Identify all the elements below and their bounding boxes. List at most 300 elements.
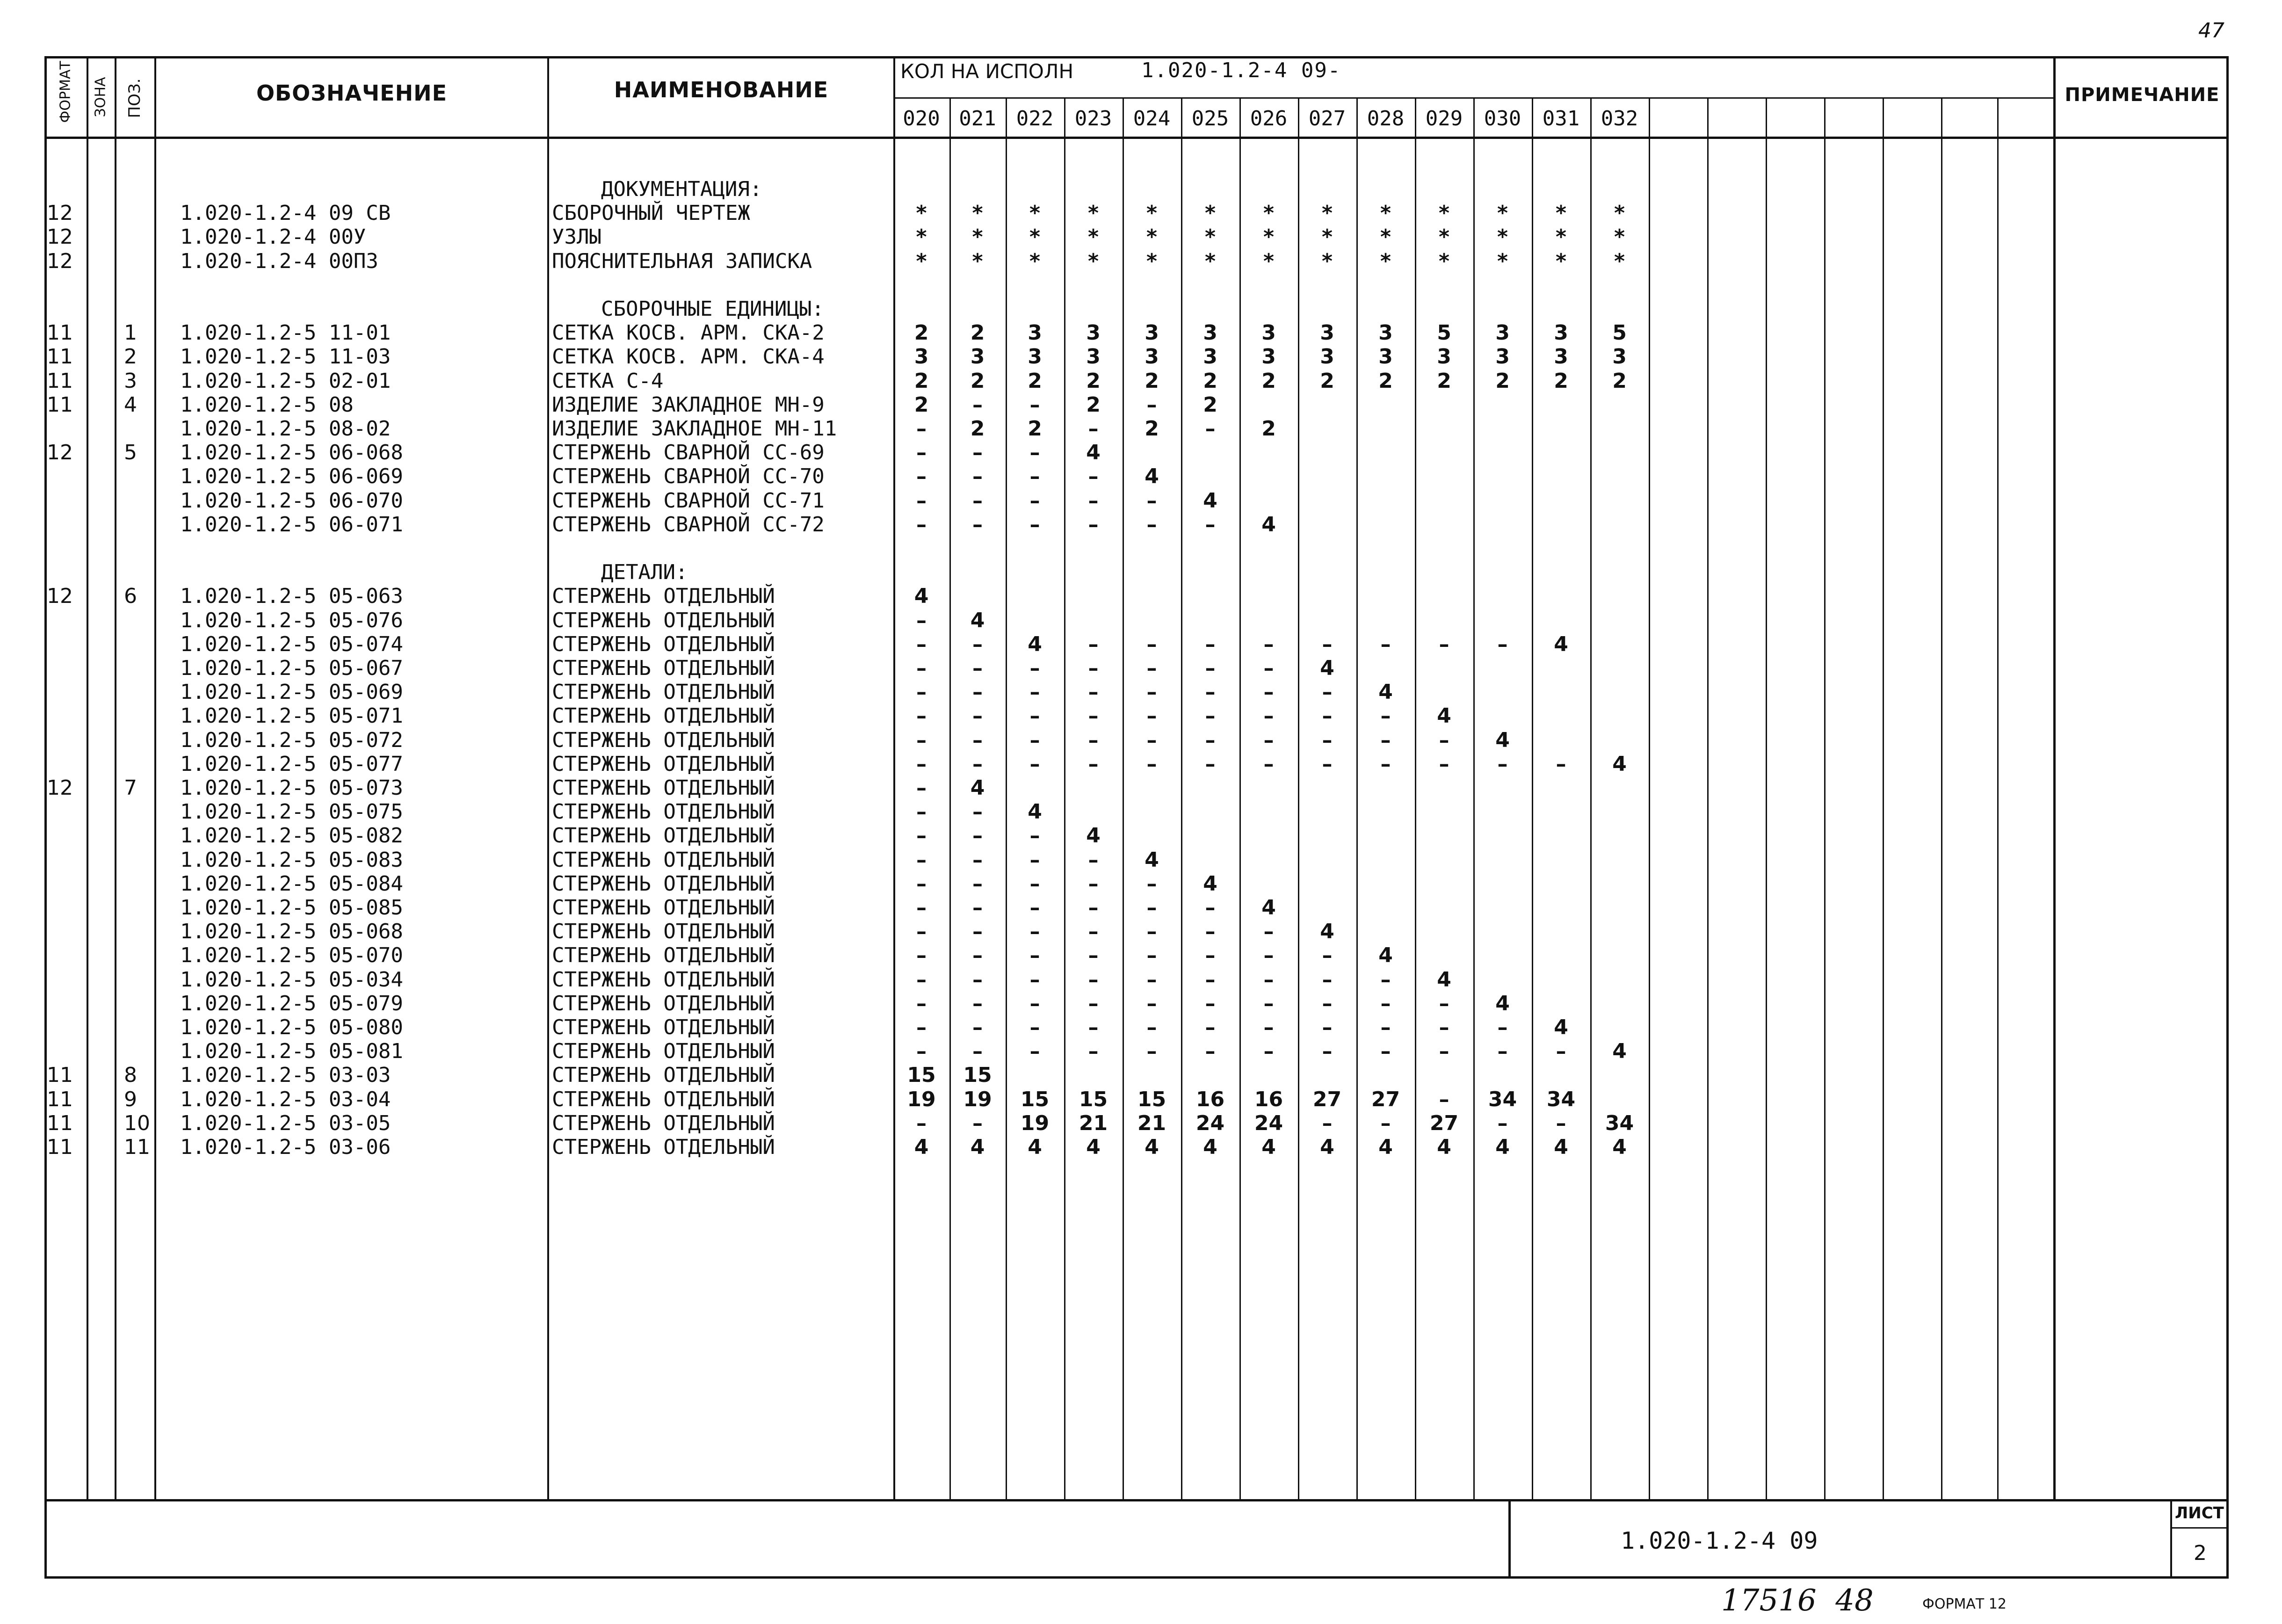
variant-col-line	[1532, 97, 1533, 1499]
pos-cell: 10	[124, 1111, 150, 1135]
qty-cell-022: *	[1029, 249, 1040, 273]
qty-cell-024: –	[1146, 920, 1157, 944]
qty-cell-031: *	[1555, 201, 1566, 225]
qty-cell-026: *	[1263, 201, 1274, 225]
qty-cell-032: 3	[1612, 345, 1627, 369]
format-cell: 11	[47, 392, 73, 417]
qty-cell-020: –	[916, 704, 927, 728]
name-cell: СТЕРЖЕНЬ ОТДЕЛЬНЫЙ	[552, 704, 775, 728]
qty-cell-022: –	[1029, 943, 1040, 968]
qty-cell-030: –	[1497, 752, 1508, 776]
variant-header-021: 021	[959, 107, 996, 130]
qty-cell-025: 4	[1203, 1135, 1217, 1159]
qty-cell-022: 3	[1028, 321, 1042, 345]
pos-cell: 9	[124, 1087, 137, 1111]
qty-cell-021: –	[972, 824, 983, 848]
qty-cell-024: –	[1146, 871, 1157, 896]
variant-col-line	[1006, 97, 1007, 1499]
format-cell: 12	[47, 776, 73, 800]
qty-cell-022: 15	[1020, 1087, 1050, 1111]
qty-cell-021: –	[972, 920, 983, 944]
qty-cell-029: 4	[1437, 967, 1451, 992]
qty-cell-026: 4	[1261, 512, 1276, 536]
qty-cell-027: 4	[1320, 656, 1334, 680]
qty-cell-025: –	[1205, 632, 1216, 656]
qty-cell-023: –	[1088, 752, 1099, 776]
qty-cell-023: –	[1088, 896, 1099, 920]
qty-cell-023: –	[1088, 943, 1099, 968]
qty-cell-030: 4	[1495, 991, 1510, 1015]
qty-cell-020: –	[916, 656, 927, 680]
variant-col-line	[1064, 97, 1065, 1499]
qty-cell-026: –	[1263, 967, 1274, 992]
qty-cell-020: 15	[907, 1063, 936, 1088]
name-cell: СТЕРЖЕНЬ ОТДЕЛЬНЫЙ	[552, 632, 775, 656]
header-zone: ЗОНА	[92, 77, 109, 117]
qty-cell-024: *	[1146, 249, 1157, 273]
qty-cell-020: –	[916, 1039, 927, 1064]
qty-cell-021: *	[972, 249, 983, 273]
qty-cell-021: –	[972, 704, 983, 728]
format-cell: 11	[47, 1063, 73, 1088]
name-cell: СТЕРЖЕНЬ ОТДЕЛЬНЫЙ	[552, 1039, 775, 1064]
qty-cell-020: –	[916, 896, 927, 920]
qty-cell-024: 4	[1145, 1135, 1159, 1159]
variant-col-line	[1766, 97, 1767, 1499]
qty-cell-021: –	[972, 967, 983, 992]
name-cell: СТЕРЖЕНЬ ОТДЕЛЬНЫЙ	[552, 776, 775, 800]
designation-cell: 1.020-1.2-5 05-077	[180, 752, 403, 776]
qty-cell-021: 2	[970, 321, 985, 345]
qty-cell-031: –	[1556, 1039, 1566, 1064]
qty-cell-024: *	[1146, 201, 1157, 225]
qty-cell-024: –	[1146, 967, 1157, 992]
qty-cell-021: 4	[970, 608, 985, 632]
name-cell: СТЕРЖЕНЬ ОТДЕЛЬНЫЙ	[552, 800, 775, 824]
variant-col-line	[1649, 97, 1650, 1499]
name-cell: ДЕТАЛИ:	[601, 560, 688, 585]
qty-cell-021: –	[972, 800, 983, 824]
qty-cell-022: –	[1029, 512, 1040, 536]
qty-cell-024: –	[1146, 728, 1157, 752]
format-cell: 11	[47, 369, 73, 393]
variant-header-031: 031	[1542, 107, 1580, 130]
designation-cell: 1.020-1.2-5 05-076	[180, 608, 403, 632]
qty-cell-021: –	[972, 488, 983, 513]
name-cell: СТЕРЖЕНЬ СВАРНОЙ СС-71	[552, 488, 825, 513]
qty-cell-031: 2	[1554, 369, 1568, 393]
name-cell: СТЕРЖЕНЬ ОТДЕЛЬНЫЙ	[552, 824, 775, 848]
qty-cell-021: 19	[963, 1087, 992, 1111]
designation-cell: 1.020-1.2-5 08	[180, 392, 354, 417]
designation-cell: 1.020-1.2-5 06-069	[180, 464, 403, 489]
name-cell: СБОРОЧНЫЙ ЧЕРТЕЖ	[552, 201, 750, 225]
name-cell: СТЕРЖЕНЬ ОТДЕЛЬНЫЙ	[552, 1111, 775, 1135]
format-cell: 12	[47, 441, 73, 465]
variant-header-023: 023	[1074, 107, 1112, 130]
designation-cell: 1.020-1.2-5 05-084	[180, 871, 403, 896]
vline-zone	[115, 56, 116, 1501]
variant-col-line	[1824, 97, 1826, 1499]
variant-header-025: 025	[1191, 107, 1229, 130]
header-name: НАИМЕНОВАНИЕ	[614, 77, 829, 102]
qty-cell-026: –	[1263, 1039, 1274, 1064]
pos-cell: 2	[124, 345, 137, 369]
name-cell: СТЕРЖЕНЬ ОТДЕЛЬНЫЙ	[552, 871, 775, 896]
qty-cell-022: 19	[1020, 1111, 1050, 1135]
variant-col-line	[1941, 97, 1942, 1499]
doc-number: 1.020-1.2-4 09	[1621, 1527, 1818, 1554]
qty-cell-024: –	[1146, 632, 1157, 656]
name-cell: СТЕРЖЕНЬ ОТДЕЛЬНЫЙ	[552, 728, 775, 752]
qty-cell-020: –	[916, 920, 927, 944]
qty-cell-029: 27	[1429, 1111, 1459, 1135]
qty-cell-021: 4	[970, 776, 985, 800]
qty-cell-020: –	[916, 441, 927, 465]
qty-cell-020: *	[916, 249, 927, 273]
variant-header-020: 020	[903, 107, 940, 130]
variant-col-line	[1415, 97, 1416, 1499]
qty-cell-020: –	[916, 800, 927, 824]
qty-cell-022: 3	[1028, 345, 1042, 369]
qty-cell-032: *	[1614, 249, 1625, 273]
qty-cell-028: –	[1380, 704, 1391, 728]
qty-cell-029: 4	[1437, 1135, 1451, 1159]
qty-cell-022: 4	[1028, 800, 1042, 824]
format-cell: 11	[47, 1111, 73, 1135]
handwritten-number: 17516 48	[1721, 1583, 1874, 1618]
qty-cell-022: –	[1029, 1039, 1040, 1064]
qty-cell-023: 15	[1079, 1087, 1108, 1111]
qty-cell-020: *	[916, 225, 927, 249]
variant-col-line	[1707, 97, 1709, 1499]
designation-cell: 1.020-1.2-5 05-034	[180, 967, 403, 992]
qty-cell-020: 2	[914, 392, 929, 417]
qty-cell-021: –	[972, 1111, 983, 1135]
variant-col-line	[1181, 97, 1182, 1499]
header-format: ФОРМАТ	[57, 61, 74, 123]
name-cell: СТЕРЖЕНЬ СВАРНОЙ СС-72	[552, 512, 825, 536]
variant-header-026: 026	[1250, 107, 1288, 130]
qty-cell-022: –	[1029, 704, 1040, 728]
qty-cell-029: –	[1439, 1039, 1449, 1064]
qty-cell-029: –	[1439, 728, 1449, 752]
qty-cell-031: –	[1556, 752, 1566, 776]
page-number: 47	[2198, 19, 2224, 43]
name-cell: ИЗДЕЛИЕ ЗАКЛАДНОЕ МН-11	[552, 417, 837, 441]
designation-cell: 1.020-1.2-5 05-075	[180, 800, 403, 824]
designation-cell: 1.020-1.2-5 11-03	[180, 345, 391, 369]
qty-cell-028: –	[1380, 1039, 1391, 1064]
qty-cell-021: –	[972, 896, 983, 920]
designation-cell: 1.020-1.2-5 05-072	[180, 728, 403, 752]
format-cell: 12	[47, 249, 73, 273]
qty-cell-021: 2	[970, 417, 985, 441]
designation-cell: 1.020-1.2-5 03-03	[180, 1063, 391, 1088]
qty-cell-024: –	[1146, 680, 1157, 704]
format-cell: 11	[47, 321, 73, 345]
qty-cell-032: 5	[1612, 321, 1627, 345]
title-block-top	[44, 1499, 2229, 1501]
variant-col-line	[1356, 97, 1358, 1499]
qty-cell-027: –	[1322, 991, 1333, 1015]
qty-cell-024: 15	[1137, 1087, 1166, 1111]
header-divider	[44, 137, 2229, 139]
qty-cell-027: *	[1321, 201, 1333, 225]
variant-header-030: 030	[1484, 107, 1521, 130]
qty-cell-023: –	[1088, 848, 1099, 872]
designation-cell: 1.020-1.2-5 02-01	[180, 369, 391, 393]
qty-cell-027: –	[1322, 943, 1333, 968]
designation-cell: 1.020-1.2-5 06-071	[180, 512, 403, 536]
pos-cell: 4	[124, 392, 137, 417]
qty-cell-027: –	[1322, 1111, 1333, 1135]
qty-cell-025: 3	[1203, 321, 1217, 345]
variant-header-027: 027	[1308, 107, 1346, 130]
qty-cell-030: –	[1497, 1111, 1508, 1135]
qty-cell-021: –	[972, 871, 983, 896]
name-cell: УЗЛЫ	[552, 225, 601, 249]
qty-cell-025: *	[1204, 225, 1216, 249]
qty-cell-029: 5	[1437, 321, 1451, 345]
title-block-sheet-divider	[2170, 1499, 2172, 1579]
qty-cell-024: 21	[1137, 1111, 1166, 1135]
qty-cell-023: *	[1087, 249, 1099, 273]
qty-cell-026: *	[1263, 249, 1274, 273]
pos-cell: 1	[124, 321, 137, 345]
qty-cell-028: –	[1380, 728, 1391, 752]
qty-cell-022: –	[1029, 752, 1040, 776]
qty-cell-026: –	[1263, 920, 1274, 944]
name-cell: СТЕРЖЕНЬ ОТДЕЛЬНЫЙ	[552, 1135, 775, 1159]
qty-cell-021: –	[972, 1039, 983, 1064]
qty-cell-026: –	[1263, 943, 1274, 968]
qty-cell-032: *	[1614, 225, 1625, 249]
name-cell: СТЕРЖЕНЬ ОТДЕЛЬНЫЙ	[552, 1087, 775, 1111]
qty-cell-023: *	[1087, 225, 1099, 249]
format-cell: 11	[47, 1135, 73, 1159]
qty-cell-020: –	[916, 824, 927, 848]
qty-cell-023: –	[1088, 871, 1099, 896]
qty-cell-027: –	[1322, 704, 1333, 728]
qty-cell-029: *	[1438, 249, 1449, 273]
name-cell: СТЕРЖЕНЬ ОТДЕЛЬНЫЙ	[552, 920, 775, 944]
qty-cell-020: –	[916, 1015, 927, 1039]
qty-cell-029: 2	[1437, 369, 1451, 393]
qty-cell-023: 3	[1086, 321, 1101, 345]
designation-cell: 1.020-1.2-4 09 СВ	[180, 201, 391, 225]
qty-cell-026: *	[1263, 225, 1274, 249]
qty-cell-029: –	[1439, 1015, 1449, 1039]
qty-cell-025: *	[1204, 249, 1216, 273]
name-cell: СТЕРЖЕНЬ ОТДЕЛЬНЫЙ	[552, 608, 775, 632]
qty-cell-027: 2	[1320, 369, 1334, 393]
vline-designation	[547, 56, 549, 1501]
qty-cell-021: 15	[963, 1063, 992, 1088]
qty-cell-021: –	[972, 632, 983, 656]
qty-cell-031: *	[1555, 249, 1566, 273]
name-cell: ДОКУМЕНТАЦИЯ:	[601, 177, 762, 201]
qty-cell-024: *	[1146, 225, 1157, 249]
qty-cell-020: –	[916, 967, 927, 992]
qty-cell-020: 3	[914, 345, 929, 369]
qty-cell-022: –	[1029, 656, 1040, 680]
qty-cell-025: 2	[1203, 369, 1217, 393]
qty-cell-023: 4	[1086, 824, 1101, 848]
qty-cell-027: 4	[1320, 1135, 1334, 1159]
qty-cell-028: 4	[1378, 680, 1393, 704]
qty-cell-022: –	[1029, 991, 1040, 1015]
qty-cell-021: 3	[970, 345, 985, 369]
qty-cell-027: 3	[1320, 321, 1334, 345]
qty-cell-021: –	[972, 441, 983, 465]
qty-cell-023: –	[1088, 632, 1099, 656]
qty-cell-027: –	[1322, 752, 1333, 776]
qty-cell-026: 4	[1261, 1135, 1276, 1159]
qty-cell-022: 2	[1028, 369, 1042, 393]
format-cell: 12	[47, 201, 73, 225]
qty-cell-031: –	[1556, 1111, 1566, 1135]
sheet-number: 2	[2194, 1541, 2207, 1565]
qty-cell-026: 3	[1261, 321, 1276, 345]
qty-cell-021: –	[972, 752, 983, 776]
qty-cell-024: –	[1146, 512, 1157, 536]
qty-cell-020: –	[916, 848, 927, 872]
qty-cell-023: 4	[1086, 1135, 1101, 1159]
qty-cell-026: 2	[1261, 369, 1276, 393]
qty-cell-020: 4	[914, 584, 929, 609]
qty-cell-027: –	[1322, 680, 1333, 704]
qty-cell-024: –	[1146, 392, 1157, 417]
qty-cell-023: –	[1088, 488, 1099, 513]
name-cell: СЕТКА КОСВ. АРМ. СКА-2	[552, 321, 825, 345]
qty-cell-029: –	[1439, 632, 1449, 656]
qty-cell-027: –	[1322, 728, 1333, 752]
qty-cell-027: *	[1321, 225, 1333, 249]
qty-cell-020: –	[916, 632, 927, 656]
qty-cell-032: 4	[1612, 752, 1627, 776]
qty-cell-030: –	[1497, 1015, 1508, 1039]
qty-cell-027: –	[1322, 1015, 1333, 1039]
format-cell: 11	[47, 1087, 73, 1111]
qty-cell-030: 4	[1495, 1135, 1510, 1159]
qty-cell-024: –	[1146, 656, 1157, 680]
vline-format	[87, 56, 88, 1501]
qty-cell-021: –	[972, 1015, 983, 1039]
qty-cell-027: 3	[1320, 345, 1334, 369]
qty-cell-028: *	[1380, 201, 1391, 225]
qty-cell-025: –	[1205, 752, 1216, 776]
qty-cell-026: 2	[1261, 417, 1276, 441]
name-cell: СЕТКА С-4	[552, 369, 664, 393]
qty-cell-026: –	[1263, 704, 1274, 728]
qty-cell-020: 19	[907, 1087, 936, 1111]
qty-cell-021: *	[972, 201, 983, 225]
qty-cell-020: 4	[914, 1135, 929, 1159]
pos-cell: 8	[124, 1063, 137, 1088]
qty-cell-020: –	[916, 1111, 927, 1135]
qty-cell-023: 21	[1079, 1111, 1108, 1135]
qty-cell-020: *	[916, 201, 927, 225]
qty-cell-030: *	[1497, 249, 1508, 273]
qty-cell-025: –	[1205, 417, 1216, 441]
pos-cell: 5	[124, 441, 137, 465]
qty-cell-032: 2	[1612, 369, 1627, 393]
qty-cell-021: –	[972, 991, 983, 1015]
format-cell: 12	[47, 584, 73, 609]
designation-cell: 1.020-1.2-5 05-070	[180, 943, 403, 968]
variant-header-028: 028	[1367, 107, 1405, 130]
variant-header-029: 029	[1425, 107, 1463, 130]
qty-cell-024: –	[1146, 704, 1157, 728]
qty-cell-021: –	[972, 656, 983, 680]
qty-cell-025: –	[1205, 656, 1216, 680]
qty-cell-020: –	[916, 464, 927, 489]
qty-cell-027: 4	[1320, 920, 1334, 944]
name-cell: СБОРОЧНЫЕ ЕДИНИЦЫ:	[601, 297, 824, 321]
qty-cell-029: –	[1439, 1087, 1449, 1111]
header-designation: ОБОЗНАЧЕНИЕ	[256, 80, 448, 106]
designation-cell: 1.020-1.2-5 03-05	[180, 1111, 391, 1135]
qty-cell-023: –	[1088, 656, 1099, 680]
qty-cell-029: 4	[1437, 704, 1451, 728]
designation-cell: 1.020-1.2-5 06-070	[180, 488, 403, 513]
qty-cell-030: 3	[1495, 345, 1510, 369]
qty-cell-024: –	[1146, 1039, 1157, 1064]
designation-cell: 1.020-1.2-5 05-063	[180, 584, 403, 609]
qty-cell-022: 4	[1028, 1135, 1042, 1159]
qty-cell-020: –	[916, 608, 927, 632]
qty-cell-029: *	[1438, 225, 1449, 249]
qty-cell-023: –	[1088, 680, 1099, 704]
title-block-sheet-label-line	[2170, 1527, 2229, 1529]
qty-cell-024: –	[1146, 943, 1157, 968]
pos-cell: 7	[124, 776, 137, 800]
qty-cell-030: –	[1497, 1039, 1508, 1064]
header-qty-label: КОЛ НА ИСПОЛН	[900, 60, 1074, 83]
qty-cell-025: 24	[1195, 1111, 1225, 1135]
qty-cell-024: 3	[1145, 321, 1159, 345]
qty-cell-022: –	[1029, 392, 1040, 417]
qty-cell-025: –	[1205, 728, 1216, 752]
format-cell: 12	[47, 225, 73, 249]
designation-cell: 1.020-1.2-5 05-071	[180, 704, 403, 728]
qty-cell-030: 3	[1495, 321, 1510, 345]
qty-cell-022: –	[1029, 967, 1040, 992]
qty-cell-022: –	[1029, 441, 1040, 465]
qty-cell-029: *	[1438, 201, 1449, 225]
qty-cell-022: –	[1029, 848, 1040, 872]
qty-cell-023: –	[1088, 728, 1099, 752]
qty-cell-023: –	[1088, 512, 1099, 536]
qty-cell-020: –	[916, 943, 927, 968]
qty-cell-026: –	[1263, 991, 1274, 1015]
qty-cell-022: –	[1029, 464, 1040, 489]
variant-header-022: 022	[1016, 107, 1054, 130]
qty-cell-022: 4	[1028, 632, 1042, 656]
qty-cell-022: 2	[1028, 417, 1042, 441]
qty-cell-024: 2	[1145, 417, 1159, 441]
name-cell: СТЕРЖЕНЬ ОТДЕЛЬНЫЙ	[552, 752, 775, 776]
name-cell: СТЕРЖЕНЬ ОТДЕЛЬНЫЙ	[552, 896, 775, 920]
qty-cell-020: –	[916, 512, 927, 536]
qty-cell-025: –	[1205, 512, 1216, 536]
qty-cell-024: 4	[1145, 848, 1159, 872]
qty-cell-028: –	[1380, 632, 1391, 656]
qty-cell-028: 3	[1378, 321, 1393, 345]
qty-cell-025: –	[1205, 991, 1216, 1015]
qty-cell-031: 4	[1554, 1135, 1568, 1159]
